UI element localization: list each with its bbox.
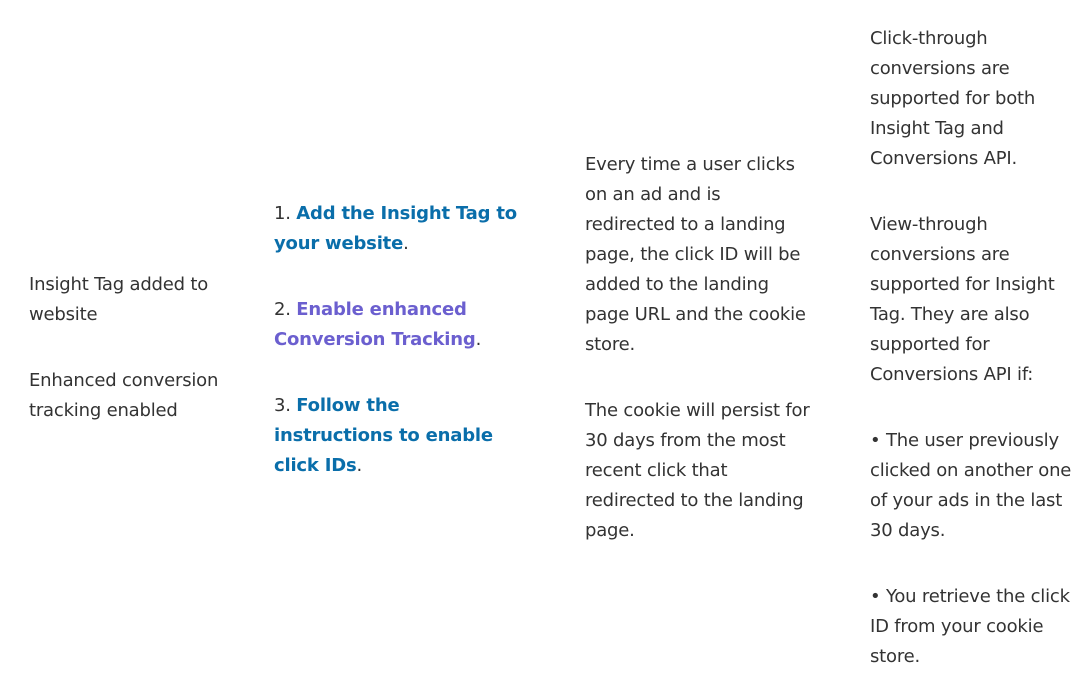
supported-cell bbox=[870, 4, 1075, 692]
condition-previous-click: • The user previously clicked on another one of your ads in the last 30 days. bbox=[870, 430, 1072, 541]
step-2: 2. Enable enhanced Conversion Tracking. bbox=[274, 299, 482, 350]
add-insight-tag-link[interactable]: Add the Insight Tag to your website bbox=[274, 203, 517, 254]
step-1: 1. Add the Insight Tag to your website. bbox=[274, 203, 517, 254]
steps-cell bbox=[274, 0, 524, 684]
click-id-description: Every time a user clicks on an ad and is redirected to a landing page, the click ID will be added to the landing page URL and the cookie store. bbox=[585, 154, 806, 355]
requirement-enhanced-tracking: Enhanced conversion tracking enabled bbox=[29, 370, 219, 421]
cookie-persistence-description: The cookie will persist for 30 days from the most recent click that redirected to the landing page. bbox=[585, 400, 810, 541]
step-3: 3. Follow the instructions to enable click IDs. bbox=[274, 395, 493, 476]
view-through-support: View-through conversions are supported for Insight Tag. They are also supported for Conversions API if: bbox=[870, 214, 1055, 385]
enable-enhanced-tracking-link[interactable]: Enable enhanced Conversion Tracking bbox=[274, 299, 476, 350]
status-cell bbox=[29, 4, 229, 692]
requirement-insight-tag: Insight Tag added to website bbox=[29, 274, 209, 325]
condition-retrieve-click-id: • You retrieve the click ID from your cookie store. bbox=[870, 586, 1070, 667]
enable-click-ids-link[interactable]: Follow the instructions to enable click IDs bbox=[274, 395, 493, 476]
click-through-support: Click-through conversions are supported for both Insight Tag and Conversions API. bbox=[870, 28, 1036, 169]
how-it-works-cell bbox=[585, 4, 810, 692]
